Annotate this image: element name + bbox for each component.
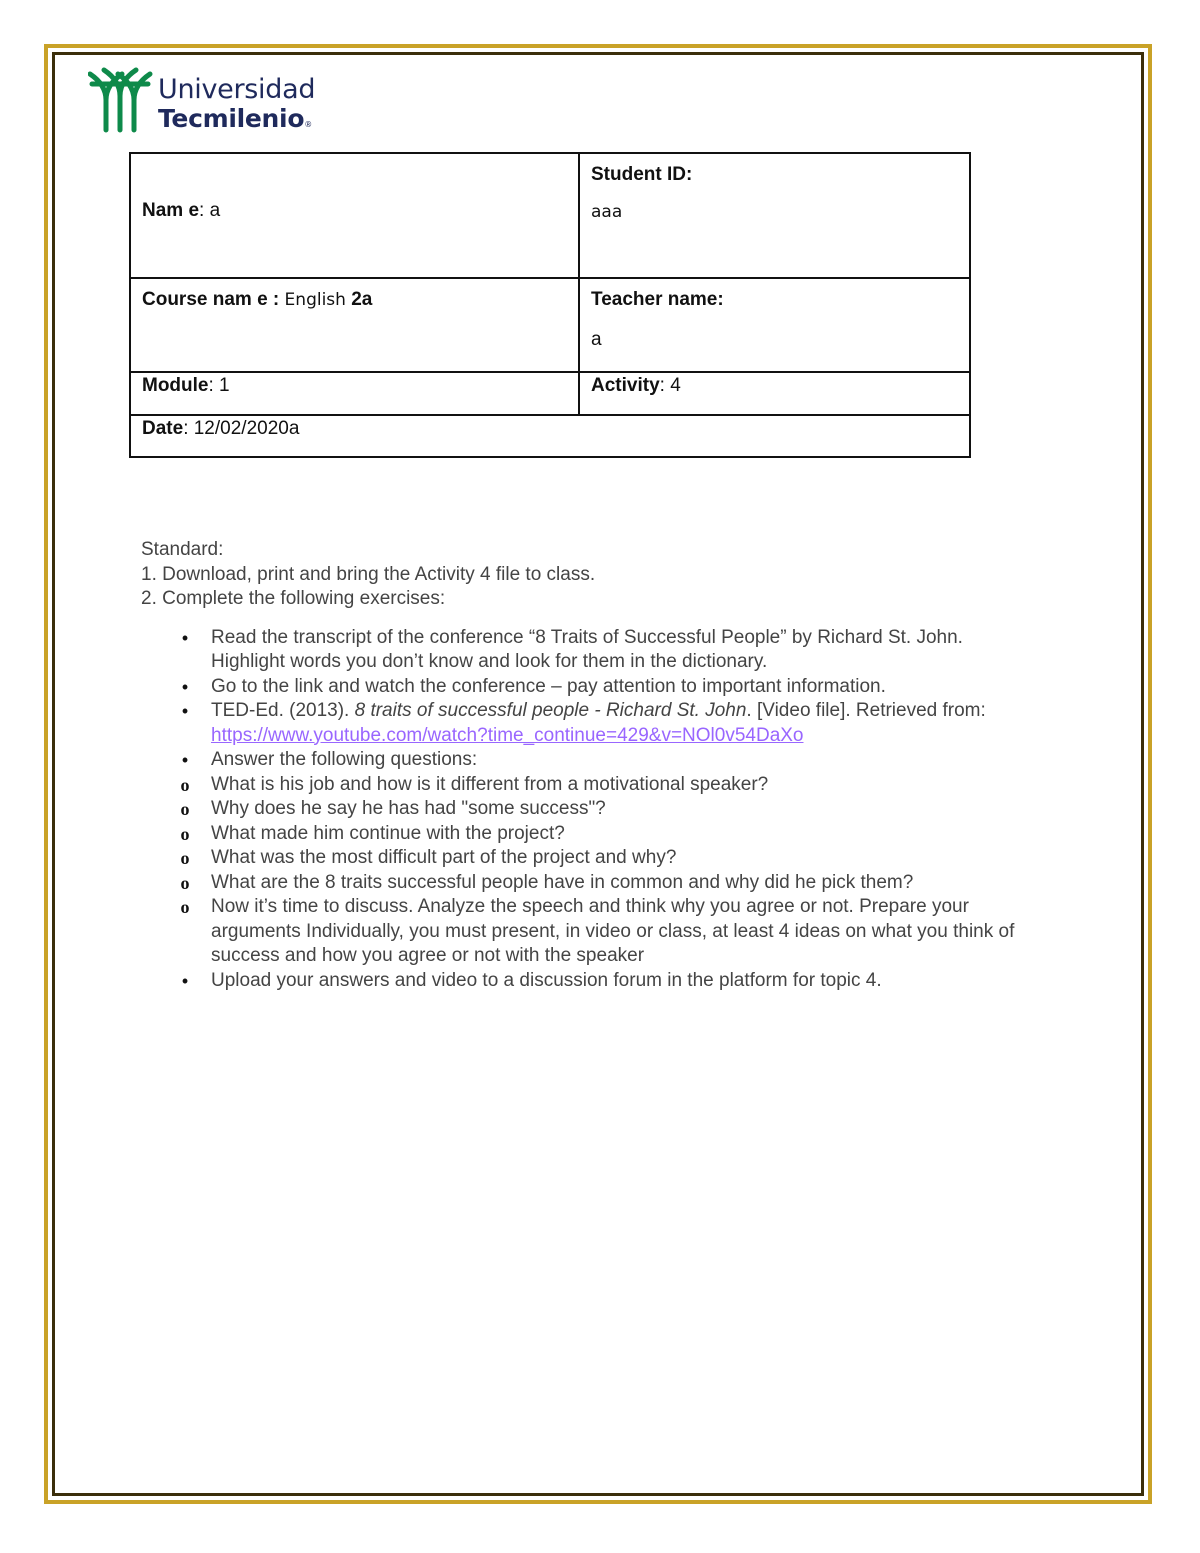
list-item: • Go to the link and watch the conference – pay attention to important information. xyxy=(141,675,1041,700)
name-cell xyxy=(130,153,579,278)
bullet-icon: • xyxy=(181,701,189,721)
date-cell xyxy=(130,415,970,457)
student-id-label: Student ID: xyxy=(591,164,693,185)
teacher-label: Teacher name: xyxy=(591,289,724,310)
name-label: Nam e xyxy=(142,199,200,221)
course-label: Course nam e : xyxy=(142,289,280,310)
bullet-icon: • xyxy=(181,750,189,770)
list-item: o Why does he say he has had "some success"? xyxy=(141,797,1041,822)
date-value: : 12/02/2020a xyxy=(183,418,300,439)
student-id-value: aaa xyxy=(591,202,623,222)
citation-prefix: TED-Ed. (2013). xyxy=(211,700,355,721)
teacher-cell xyxy=(579,278,970,372)
student-id-cell xyxy=(579,153,970,278)
name-value: : a xyxy=(199,199,221,221)
list-item: o What made him continue with the project? xyxy=(141,822,1041,847)
course-value-suffix: 2a xyxy=(351,289,373,310)
bullet-icon: • xyxy=(181,627,189,648)
step-2: 2. Complete the following exercises: xyxy=(141,588,446,609)
student-info-table xyxy=(129,152,971,458)
task-list xyxy=(141,626,1041,994)
sub-bullet-icon: o xyxy=(180,774,190,795)
list-item xyxy=(141,699,1041,748)
list-item: o What is his job and how is it different from a motivational speaker? xyxy=(141,773,1041,798)
instructions xyxy=(141,538,1041,993)
citation-title: 8 traits of successful people - Richard St. John xyxy=(354,700,747,721)
logo-university-text: Universidad xyxy=(158,74,316,105)
activity-cell xyxy=(579,372,970,415)
list-item: o What are the 8 traits successful people have in common and why did he pick them? xyxy=(141,871,1041,896)
activity-value: : 4 xyxy=(659,375,681,396)
bullet-icon: • xyxy=(181,676,189,697)
list-item: • Answer the following questions: xyxy=(141,748,1041,773)
sub-bullet-icon: o xyxy=(180,897,190,917)
course-value: English xyxy=(284,290,346,310)
step-1: 1. Download, print and bring the Activity 4 file to class. xyxy=(141,563,596,585)
sub-bullet-icon: o xyxy=(180,848,190,868)
list-item: • Upload your answers and video to a discussion forum in the platform for topic 4. xyxy=(141,969,1041,994)
course-cell xyxy=(130,278,579,372)
module-cell xyxy=(130,372,579,415)
sub-bullet-icon: o xyxy=(180,823,190,844)
module-value: : 1 xyxy=(208,375,230,396)
logo-tecmilenio-text: Tecmilenio® xyxy=(158,104,312,133)
teacher-value: a xyxy=(591,329,602,350)
sub-bullet-icon: o xyxy=(180,799,190,819)
module-label: Module xyxy=(142,375,209,396)
bullet-icon: • xyxy=(181,970,189,991)
sub-bullet-icon: o xyxy=(180,872,190,893)
video-link[interactable]: https://www.youtube.com/watch?time_continue=429&v=NOl0v54DaXo xyxy=(211,724,804,746)
list-item: o Now it’s time to discuss. Analyze the speech and think why you agree or not. Prepare your arguments Individually, you must present, in video or class, at least 4 ideas on what you think of success and how you agree or not with the speaker xyxy=(141,895,1041,969)
list-item: o What was the most difficult part of the project and why? xyxy=(141,846,1041,871)
standard-heading: Standard: xyxy=(141,539,224,560)
list-item: • Read the transcript of the conference “8 Traits of Successful People” by Richard St. John. Highlight words you don’t know and look for them in the dictionary. xyxy=(141,626,1041,675)
activity-label: Activity xyxy=(591,375,660,396)
citation-suffix: . [Video file]. Retrieved from: xyxy=(746,700,986,721)
date-label: Date xyxy=(142,418,184,439)
